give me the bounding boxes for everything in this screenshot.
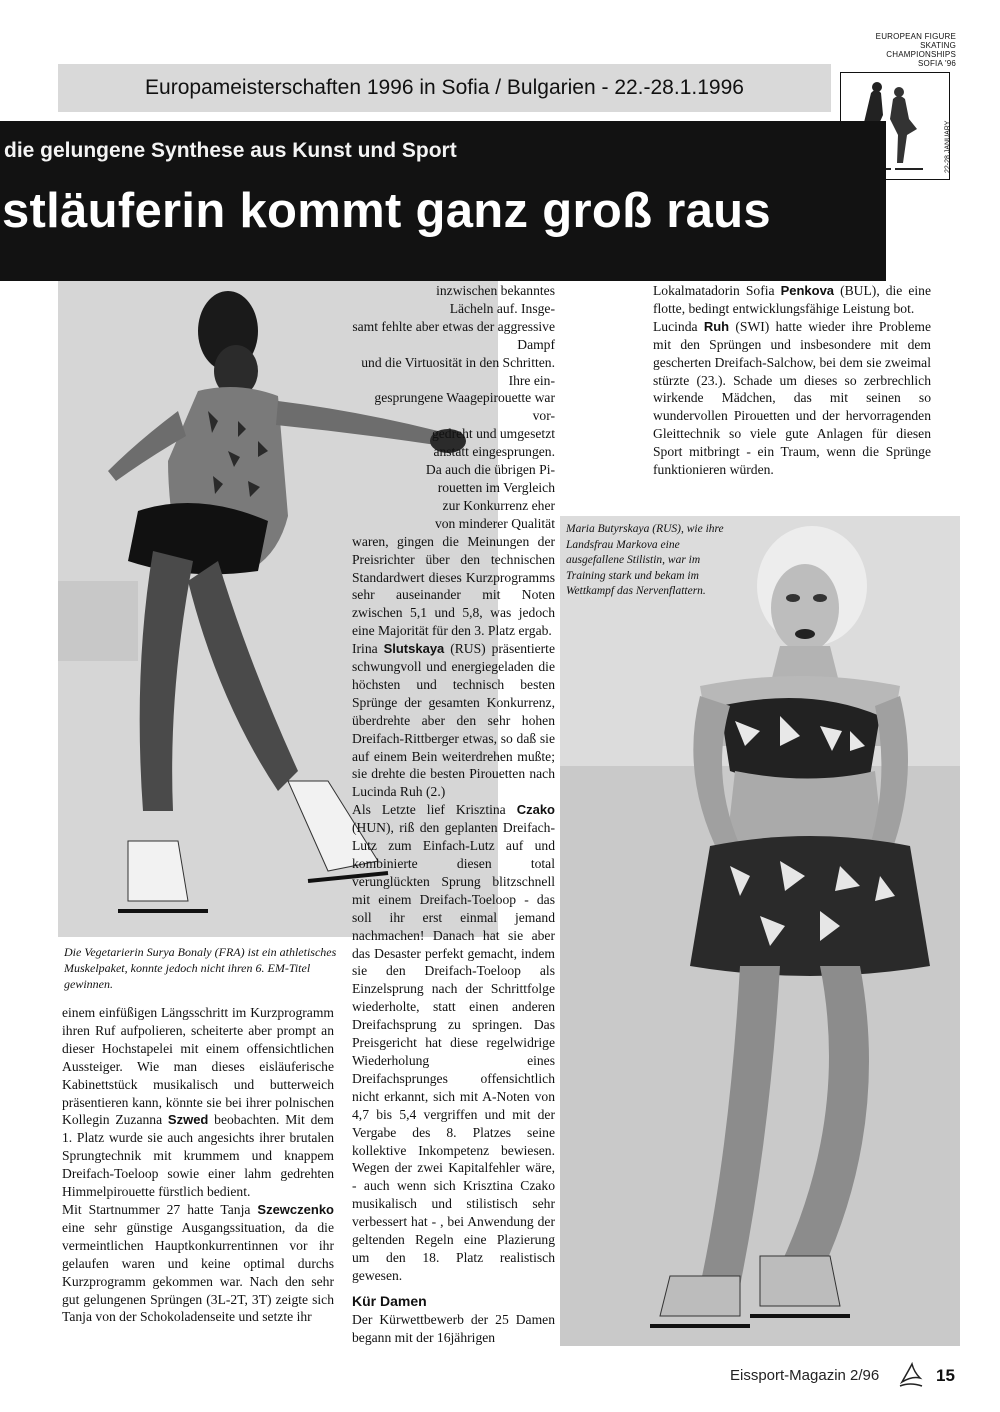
skater-figure-right bbox=[560, 516, 960, 1346]
text-line: von minderer Qualität bbox=[434, 515, 555, 531]
event-title-bar bbox=[58, 64, 831, 112]
paragraph-text: beobachten. Mit dem 1. Platz wurde sie auch angesichts ihrer brutalen Sprungtechnik mit krummem und knappem Dreifach-Toeloop sowie einer lahm gedrehten Himmelpirouette fürstlich bedient. bbox=[62, 1112, 335, 1200]
paragraph-text: Irina bbox=[352, 641, 378, 657]
article-column-right bbox=[653, 282, 931, 479]
article-column-middle bbox=[352, 282, 555, 1346]
paragraph bbox=[653, 318, 931, 479]
text-line: und die Virtuosität in den Schritten. Ihre ein- bbox=[361, 354, 555, 388]
skater-name: Ruh bbox=[703, 318, 730, 334]
article-column-left bbox=[62, 1004, 334, 1326]
paragraph-text: (HUN), riß den geplanten Dreifach-Lutz zum Einfach-Lutz auf und kombinierte diesen total verunglückten Sprung blitzschnell mit einem Dreifach-Toeloop - das soll ihr erst einmal jemand nachmachen! Danach hat sie aber das Desaster perfekt gemacht, indem sie den Dreifach-Toeloop als Einzelsprung nach der Schrittfolge wiederholte, statt einen anderen Dreifachsprung zu springen. Das Preisgericht hat diese regelwidrige Wiederholung eines Dreifachsprunges offensichtlich nicht erkannt, sich mit A-Noten von 4,7 bis 5,4 vergriffen und mit der Vergabe des 8. Platzes seine kollektive Inkompetenz bewiesen. Wegen der zwei Kapitalfehler wäre, - auch wenn sich Krisztina Czako musikalisch und stilistisch sehr verbessert hat - , bei Anwendung der geltenden Regeln eine Plazierung um den 18. Platz realistisch gewesen. bbox=[352, 820, 555, 1283]
photo-skater-right bbox=[560, 516, 960, 1346]
skater-name: Slutskaya bbox=[383, 641, 445, 657]
text-line: anstatt eingesprungen. bbox=[433, 444, 555, 460]
magazine-logo-icon bbox=[896, 1362, 926, 1390]
logo-dates: 22-28 JANUARY bbox=[944, 120, 951, 173]
logo-line-3: SOFIA '96 bbox=[917, 59, 956, 68]
text-line: Lächeln auf. Insge- bbox=[449, 300, 555, 316]
paragraph-text: eine sehr günstige Ausgangssituation, da die vermeintlichen Hauptkonkurrentinnen vor ihr gelaufen waren und keine optimal durchs Kurzprogramm gekommen war. Nach den sehr gut gelungenen Sprüngen (3L-2T, 3T) zeigte sich Tanja von der Schokoladenseite und setzte ihr bbox=[62, 1219, 334, 1325]
paragraph-text: Mit Startnummer 27 hatte Tanja bbox=[62, 1201, 251, 1217]
paragraph bbox=[352, 801, 555, 1284]
article-headline: stläuferin kommt ganz groß raus bbox=[2, 184, 771, 238]
skater-name: Penkova bbox=[780, 283, 835, 298]
paragraph bbox=[62, 1004, 334, 1201]
page-number: 15 bbox=[936, 1366, 955, 1385]
text-line: rouetten im Vergleich bbox=[437, 479, 555, 495]
column-wrap-text bbox=[352, 282, 555, 533]
text-line: gesprungene Waagepirouette war vor- bbox=[374, 390, 555, 424]
skater-name: Szwed bbox=[167, 1112, 209, 1128]
magazine-footer: Eissport-Magazin 2/96 bbox=[730, 1367, 880, 1384]
skater-name: Czako bbox=[516, 802, 555, 818]
text-line: samt fehlte aber etwas der aggressive Dampf bbox=[352, 318, 555, 352]
paragraph: Der Kürwettbewerb der 25 Damen begann mit der 16jährigen bbox=[352, 1311, 555, 1345]
paragraph: waren, gingen die Meinungen der Preisrichter über den technischen Standardwert dieses Kurzprogramms sehr auseinander mit Noten zwischen 5,1 und 5,8, was jedoch eine Majorität für den 3. Platz ergab. bbox=[352, 533, 555, 639]
skater-name: Szewczenko bbox=[257, 1201, 334, 1217]
text-line: inzwischen bekanntes bbox=[436, 283, 555, 298]
paragraph-text: Lokalmatadorin Sofia bbox=[653, 283, 775, 298]
text-line: Da auch die übrigen Pi- bbox=[425, 462, 555, 478]
paragraph bbox=[352, 640, 555, 801]
logo-line-2: CHAMPIONSHIPS bbox=[886, 50, 956, 59]
caption-left-photo: Die Vegetarierin Surya Bonaly (FRA) ist ein athletisches Muskelpaket, konnte jedoch nicht ihren 6. EM-Titel gewinnen. bbox=[64, 945, 337, 991]
event-title: Europameisterschaften 1996 in Sofia / Bulgarien - 22.-28.1.1996 bbox=[145, 76, 744, 99]
paragraph bbox=[653, 282, 931, 318]
paragraph-text: (RUS) präsentierte schwungvoll und energiegeladen die höchsten und technisch besten Sprünge der gesamten Konkurrenz, überdrehte aber den sehr hohen Dreifach-Rittberger etwas, so daß sie auf einem Bein weiterdrehen mußte; sie drehte die besten Pirouetten nach Lucinda Ruh (2.) bbox=[352, 641, 555, 800]
paragraph-text: (BUL), die eine flotte, bedingt entwicklungsfähige Leistung bot. bbox=[653, 283, 932, 316]
paragraph-text: Lucinda bbox=[653, 318, 698, 334]
text-line: gedreht und umgesetzt bbox=[431, 426, 555, 442]
paragraph bbox=[62, 1201, 334, 1326]
paragraph-text: einem einfüßigen Längsschritt im Kurzprogramm ihren Ruf aufpolieren, scheiterte aber prompt an dieser Hochstapelei mit einem offensichtlichen Aussteiger. Wie man dieses eisläuferische Kabinettstück musikalisch und butterweich präsentieren kann, könnte sie bei ihrer polnischen Kollegin Zuzanna bbox=[62, 1005, 334, 1128]
text-line: zur Konkurrenz eher bbox=[442, 497, 555, 513]
section-heading: Kür Damen bbox=[352, 1292, 427, 1309]
article-subtitle: die gelungene Synthese aus Kunst und Sport bbox=[4, 139, 457, 162]
caption-right-photo: Maria Butyrskaya (RUS), wie ihre Landsfrau Markova eine ausgefallene Stilistin, war im Training stark und bekam im Wettkampf das Nervenflattern. bbox=[566, 523, 724, 597]
headline-band bbox=[0, 121, 886, 281]
logo-line-1: EUROPEAN FIGURE SKATING bbox=[875, 32, 956, 50]
paragraph-text: (SWI) hatte wieder ihre Probleme mit den Sprüngen und insbesondere mit dem gescherten Dreifach-Salchow, bei dem sie zweimal stürzte (23.). Schade um dieses so zerbrechlich wirkende Mädchen, das mit seinen so wundervollen Pirouetten und der hervorragenden Gleittechnik so viele gute Anlagen für diesen Sport mitbringt - ein Traum, wenn die Sprünge funktionieren würden. bbox=[653, 318, 931, 478]
paragraph-text: Als Letzte lief Krisztina bbox=[352, 802, 506, 818]
